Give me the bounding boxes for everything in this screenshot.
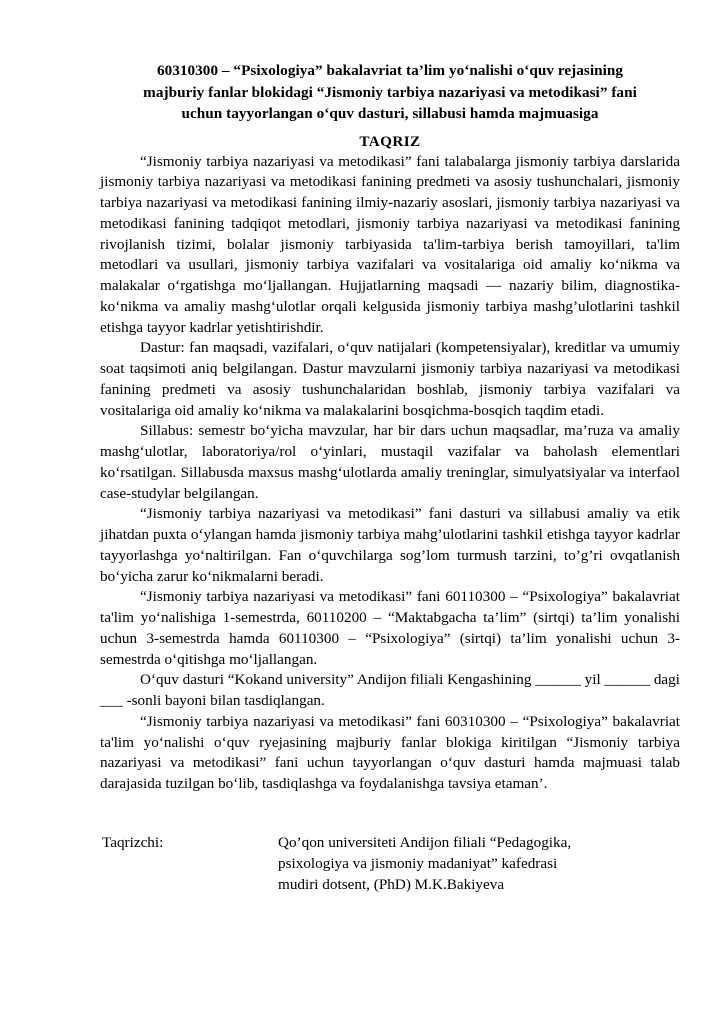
paragraph-5: “Jismoniy tarbiya nazariyasi va metodikasi” fani 60110300 – “Psixologiya” bakalavriat ta'lim yo‘nalishiga 1-semestrda, 60110200 – “Maktabgacha ta’lim” (sirtqi) ta’lim yonalishi uchun 3-semestrda hamda 60110300 – “Psixologiya” (sirtqi) ta’lim yonalishi uchun 3-semestrda o‘qitishga mo‘ljallangan.	[100, 588, 680, 668]
signature-line-2: psixologiya va jismoniy madaniyat” kafedrasi	[278, 854, 558, 872]
paragraph-1: “Jismoniy tarbiya nazariyasi va metodikasi” fani talabalarga jismoniy tarbiya darslarida jismoniy tarbiya nazariyasi va metodikasi fanining predmeti va asosiy tushunchalari, jismoniy tarbiya nazariyasi va metodikasi fanining ilmiy-nazariy asoslari, jismoniy tarbiya nazariyasi va metodikasi fanining tadqiqot metodlari, jismoniy tarbiya nazariyasi va metodikasi fanining rivojlanish tizimi, bolalar jismoniy tarbiyasida ta'lim-tarbiya berish tamoyillari, ta'lim metodlari va usullari, jismoniy tarbiya vazifalari va vositalariga oid amaliy ko‘nikma va malakalar o‘rgatishga mo‘ljallangan. Hujjatlarning maqsadi — nazariy bilim, diagnostika-ko‘nikma va amaliy mashg‘ulotlar orqali kelgusida jismoniy tarbiya mashg’ulotlarini tashkil etishga tayyor kadrlar yetishtirishdir.	[100, 152, 680, 336]
signature-line-1: Qo’qon universiteti Andijon filiali “Pedagogika,	[278, 833, 572, 851]
paragraph-6: O‘quv dasturi “Kokand university” Andijon filiali Kengashining ______ yil ______ dagi ___ -sonli bayoni bilan tasdiqlangan.	[100, 671, 680, 710]
signature-line-3: mudiri dotsent, (PhD) M.K.Bakiyeva	[278, 875, 505, 893]
paragraph-3: Sillabus: semestr bo‘yicha mavzular, har bir dars uchun maqsadlar, ma’ruza va amaliy mashg‘ulotlar, laboratoriya/rol o‘yinlari, mustaqil vazifalar va baholash elementlari ko‘rsatilgan. Sillabusda maxsus mashg‘ulotlarda amaliy treninglar, simulyatsiyalar va interfaol case-studylar belgilangan.	[100, 422, 680, 502]
document-title-line-2: majburiy fanlar blokidagi “Jismoniy tarbiya nazariyasi va metodikasi” fani	[143, 83, 637, 101]
paragraph-7: “Jismoniy tarbiya nazariyasi va metodikasi” fani 60310300 – “Psixologiya” bakalavriat ta'lim yo‘nalishi o‘quv ryejasining majburiy fanlar blokiga kiritilgan “Jismoniy tarbiya nazariyasi va metodikasi” fani uchun tayyorlangan o‘quv dasturi hamda majmuasi talab darajasida tuzilgan bo‘lib, tasdiqlashga va foydalanishga tavsiya etaman’.	[100, 712, 680, 793]
document-title	[100, 60, 680, 125]
document-title-line-1: 60310300 – “Psixologiya” bakalavriat ta’lim yo‘nalishi o‘quv rejasining	[156, 62, 624, 79]
section-heading-taqriz: TAQRIZ	[359, 132, 421, 150]
document-body	[100, 152, 680, 795]
paragraph-4: “Jismoniy tarbiya nazariyasi va metodikasi” fani dasturi va sillabusi amaliy va etik jihatdan puxta o‘ylangan hamda jismoniy tarbiya mahg’ulotlarini tashkil etishga tayyor kadrlar tayyorlashga yo‘naltirilgan. Fan o‘quvchilarga sog’lom turmush tarzini, to’g’ri ovqatlanish bo‘yicha zarur ko‘nikmalarni beradi.	[100, 505, 680, 585]
signature-block	[100, 833, 680, 896]
signature-details	[278, 833, 680, 896]
paragraph-2: Dastur: fan maqsadi, vazifalari, o‘quv natijalari (kompetensiyalar), kreditlar va umumiy soat taqsimoti aniq belgilangan. Dastur mavzularni jismoniy tarbiya nazariyasi va metodikasi fanining predmeti va asosiy tushunchalaridan boshlab, jismoniy tarbiya vazifalari va vositalariga oid amaliy ko‘nikma va malakalarini bosqichma-bosqich taqdim etadi.	[100, 339, 680, 419]
signature-role-label: Taqrizchi:	[102, 833, 164, 851]
document-title-line-3: uchun tayyorlangan o‘quv dasturi, sillabusi hamda majmuasiga	[181, 105, 599, 123]
